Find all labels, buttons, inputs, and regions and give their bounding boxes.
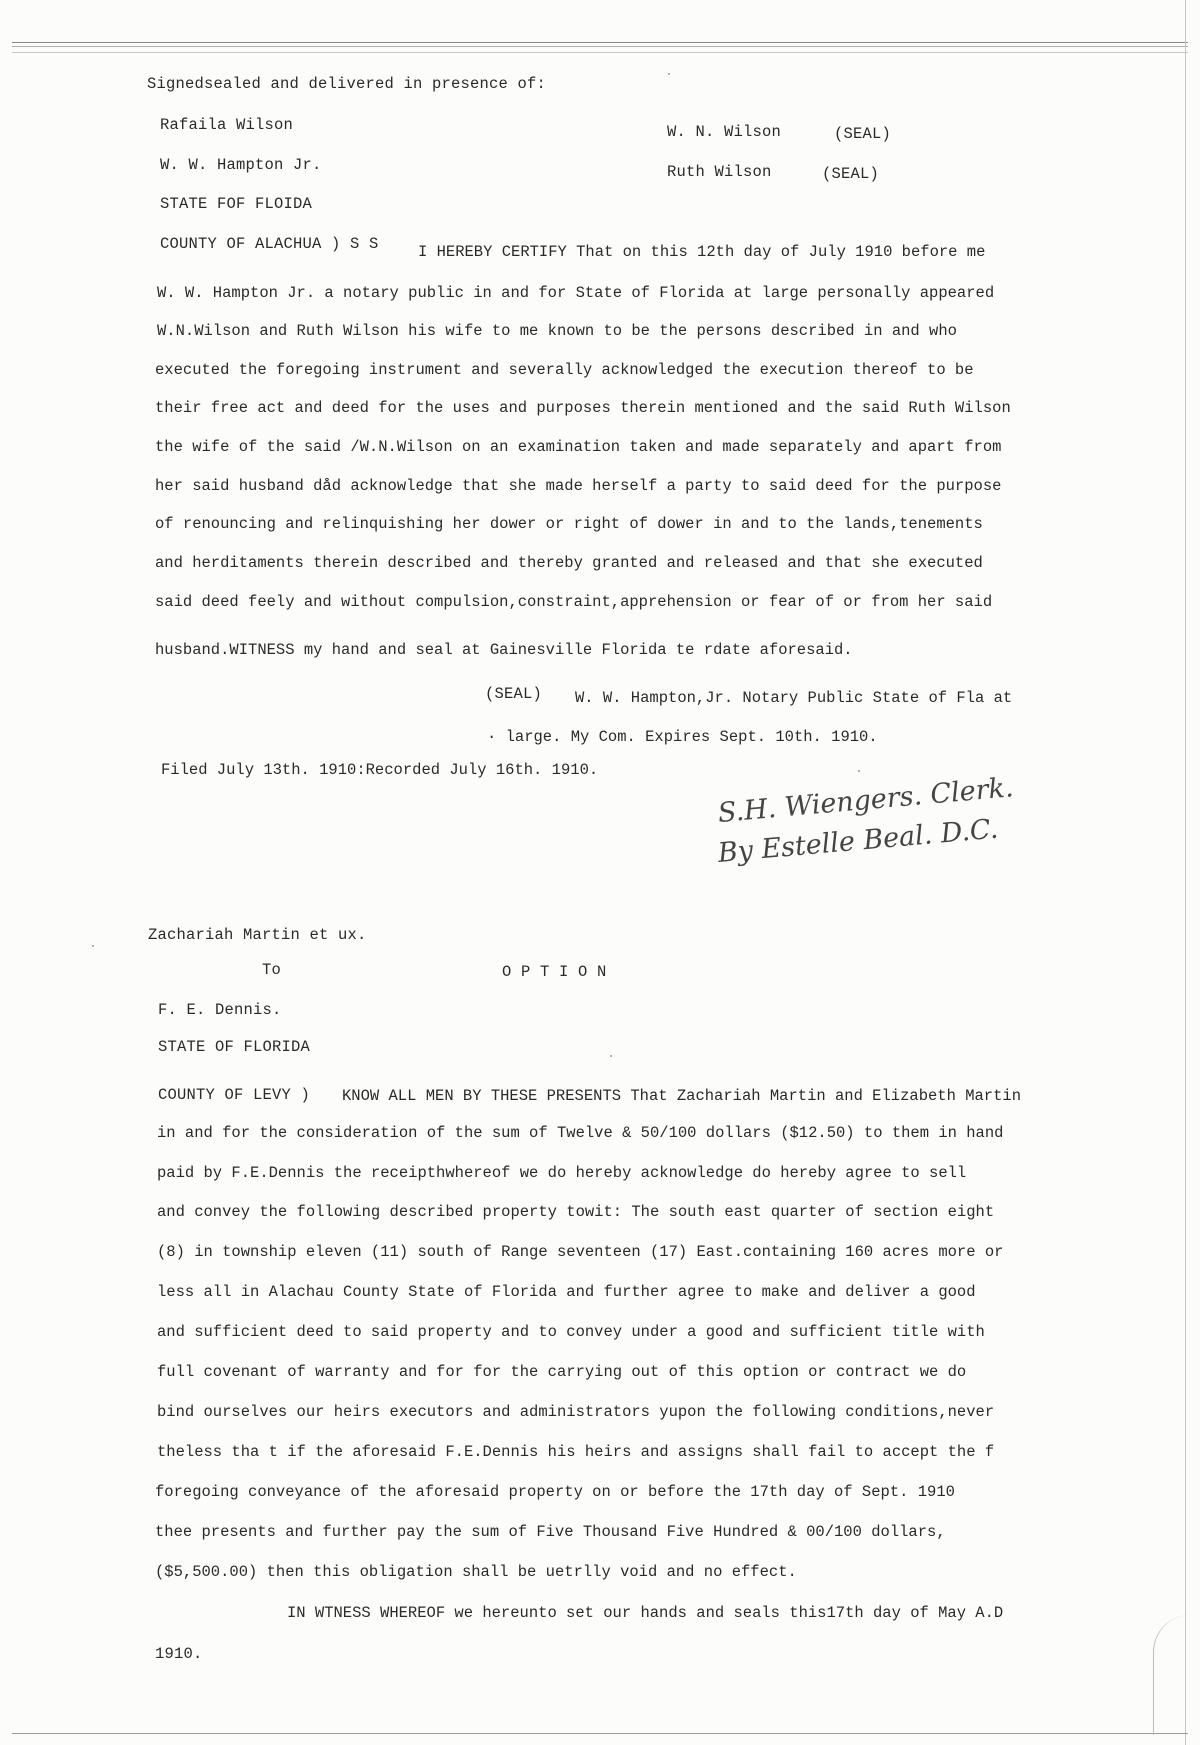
county-line: COUNTY OF LEVY ) [158, 1086, 311, 1104]
filed-recorded-line: Filed July 13th. 1910:Recorded July 16th. 1910. [161, 761, 599, 779]
scan-speck [858, 770, 860, 772]
option-line: paid by F.E.Dennis the receipthwhereof we do hereby acknowledge do hereby agree to sell [157, 1164, 967, 1182]
witness-intro: Signedsealed and delivered in presence of: [147, 75, 547, 93]
option-line: theless tha t if the aforesaid F.E.Dennis his heirs and assigns shall fail to accept the f [157, 1443, 995, 1461]
certificate-line: of renouncing and relinquishing her dower or right of dower in and to the lands,tenements [155, 515, 983, 533]
certificate-line: husband.WITNESS my hand and seal at Gainesville Florida te rdate aforesaid. [155, 641, 853, 659]
option-line: thee presents and further pay the sum of Five Thousand Five Hundred & 00/100 dollars, [155, 1523, 946, 1541]
top-rule-tertiary [12, 52, 1188, 53]
option-line: and convey the following described property towit: The south east quarter of section eight [157, 1203, 995, 1221]
certificate-line: W.N.Wilson and Ruth Wilson his wife to me known to be the persons described in and who [157, 322, 957, 340]
to-heading: To [262, 961, 282, 979]
certificate-line-1: I HEREBY CERTIFY That on this 12th day of July 1910 before me [418, 243, 986, 261]
notary-seal: (SEAL) [485, 685, 543, 703]
witness-name-1: Rafaila Wilson [160, 116, 294, 134]
notary-line-1: W. W. Hampton,Jr. Notary Public State of Fla at [575, 689, 1013, 707]
option-line: foregoing conveyance of the aforesaid property on or before the 17th day of Sept. 1910 [155, 1483, 955, 1501]
grantor-seal-1: (SEAL) [834, 125, 892, 143]
witness-name-2: W. W. Hampton Jr. [160, 156, 322, 174]
option-line: (8) in township eleven (11) south of Range seventeen (17) East.containing 160 acres more or [157, 1243, 1004, 1261]
certificate-line: W. W. Hampton Jr. a notary public in and for State of Florida at large personally appeared [157, 284, 995, 302]
grantor-name-1: W. N. Wilson [667, 123, 782, 141]
option-line: ($5,500.00) then this obligation shall be uetrlly void and no effect. [155, 1563, 797, 1581]
grantor-name-2: Ruth Wilson [667, 163, 772, 181]
certificate-line: executed the foregoing instrument and severally acknowledged the execution thereof to be [155, 361, 974, 379]
deputy-clerk-signature: By Estelle Beal. D.C. [716, 813, 1000, 869]
grantee-heading: F. E. Dennis. [158, 1001, 282, 1019]
state-line: STATE FOF FLOIDA [160, 195, 313, 213]
scan-speck [92, 945, 94, 947]
option-line: in and for the consideration of the sum of Twelve & 50/100 dollars ($12.50) to them in hand [157, 1124, 1004, 1142]
option-line: less all in Alachau County State of Florida and further agree to make and deliver a good [157, 1283, 976, 1301]
top-rule [12, 42, 1188, 43]
top-rule-secondary [12, 46, 1188, 47]
notary-line-2: · large. My Com. Expires Sept. 10th. 1910. [487, 728, 878, 746]
grantor-heading: Zachariah Martin et ux. [148, 926, 367, 944]
county-line: COUNTY OF ALACHUA ) S S [160, 235, 379, 253]
certificate-line: said deed feely and without compulsion,constraint,apprehension or fear of or from her said [155, 593, 993, 611]
witness-whereof-line: IN WTNESS WHEREOF we hereunto set our hands and seals this17th day of May A.D [287, 1604, 1004, 1622]
scan-speck [610, 1055, 612, 1057]
grantor-seal-2: (SEAL) [822, 165, 880, 183]
bottom-rule [12, 1733, 1188, 1734]
option-line: and sufficient deed to said property and to convey under a good and sufficient title with [157, 1323, 985, 1341]
page-edge [1185, 0, 1186, 1745]
certificate-line: and herditaments therein described and thereby granted and released and that she executed [155, 554, 983, 572]
clerk-signature: S.H. Wiengers. Clerk. [716, 772, 1015, 829]
option-line: bind ourselves our heirs executors and administrators yupon the following conditions,never [157, 1403, 995, 1421]
option-line: full covenant of warranty and for for the carrying out of this option or contract we do [157, 1363, 967, 1381]
year-line: 1910. [155, 1645, 203, 1663]
certificate-line: her said husband dåd acknowledge that she made herself a party to said deed for the purpose [155, 477, 1002, 495]
certificate-line: the wife of the said /W.N.Wilson on an examination taken and made separately and apart from [155, 438, 1002, 456]
document-type-heading: O P T I O N [502, 963, 607, 981]
option-line-1: KNOW ALL MEN BY THESE PRESENTS That Zachariah Martin and Elizabeth Martin [342, 1087, 1022, 1105]
certificate-line: their free act and deed for the uses and purposes therein mentioned and the said Ruth Wilson [155, 399, 1011, 417]
state-line: STATE OF FLORIDA [158, 1038, 311, 1056]
scan-speck [668, 73, 670, 75]
page-curl [1153, 1615, 1190, 1735]
